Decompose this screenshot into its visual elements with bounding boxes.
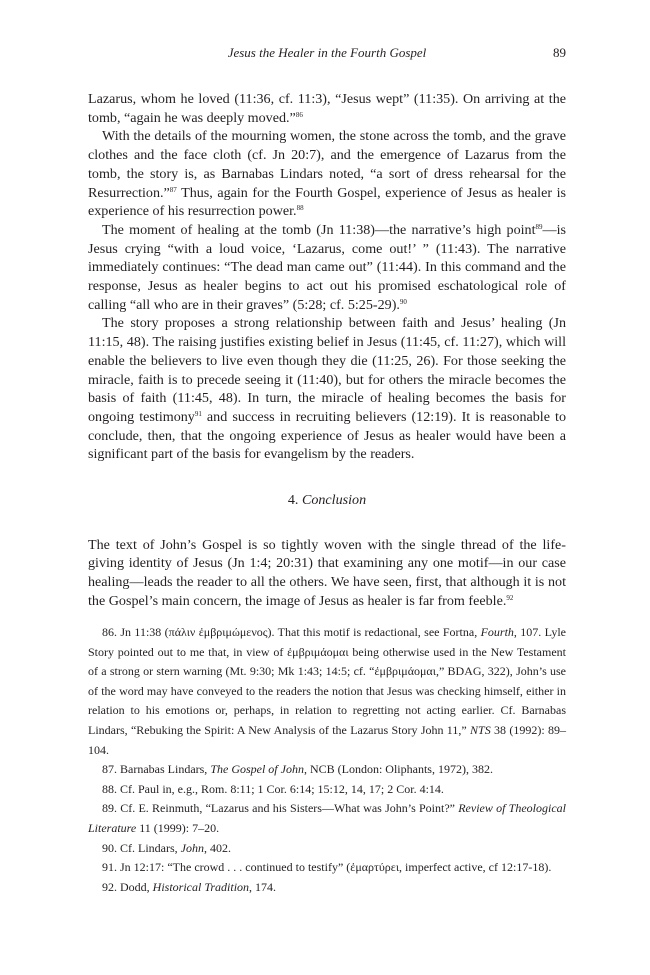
footnote-italic: Review of Theological Literature	[88, 801, 566, 835]
footnotes	[88, 623, 566, 897]
footnote-text: 90. Cf. Lindars,	[102, 840, 181, 855]
paragraph-2	[88, 127, 566, 221]
footnote-89	[88, 799, 566, 838]
section-heading	[88, 491, 566, 510]
footnote-italic: Fourth	[480, 625, 514, 639]
paragraph-4	[88, 314, 566, 464]
paragraph-text: The story proposes a strong relationship between faith and Jesus’ healing (Jn 11:15, 48). The raising justifies existing belief in Jesus (11:45, cf. 11:27), which will enable the believers to live even though they die (11:25, 26). For those seeking the miracle, faith is to precede seeing it (11:40), but for others the miracle becomes the basis of faith (11:45, 48). In turn, the miracle of healing becomes the basis for ongoing testimony	[88, 315, 566, 425]
footnote-text: , 107. Lyle Story pointed out to me that, in view of ἐμβριμάομαι being otherwise used in the New Testament of a strong or stern warning (Mt. 9:30; Mk 1:43; 14:5; cf. “ἐμβριμάομαι,” BDAG, 322), John’s use of the word may have conveyed to the readers the notion that Jesus was checking himself, either in relation to his emotions or, perhaps, in relation to regretting not acting earlier. Cf. Barnabas Lindars, “Rebuking the Spirit: A New Analysis of the Lazarus Story John 11,”	[88, 625, 566, 737]
paragraph-3	[88, 221, 566, 315]
footnote-ref-90[interactable]: 90	[399, 297, 407, 306]
footnote-ref-92[interactable]: 92	[506, 593, 514, 602]
footnote-86	[88, 623, 566, 760]
footnote-italic: The Gospel of John	[210, 762, 304, 777]
footnote-ref-89[interactable]: 89	[535, 222, 543, 231]
footnote-text: 92. Dodd,	[102, 879, 153, 894]
footnote-ref-87[interactable]: 87	[169, 185, 177, 194]
footnote-italic: NTS	[470, 722, 491, 737]
body-text	[88, 90, 566, 611]
footnote-text: , 174.	[249, 879, 277, 894]
footnote-91	[88, 858, 566, 878]
page-number: 89	[553, 45, 566, 60]
section-number: 4.	[287, 492, 299, 509]
footnote-text: , 402.	[203, 840, 231, 855]
footnote-text: 86. Jn 11:38 (πάλιν ἐμβριμώμενος). That this motif is redactional, see Fortna,	[102, 625, 481, 639]
paragraph-5	[88, 536, 566, 611]
footnote-ref-88[interactable]: 88	[296, 204, 304, 213]
footnote-text: 38 (1992): 89–104.	[88, 722, 566, 757]
footnote-text: 87. Barnabas Lindars,	[102, 762, 211, 777]
footnote-ref-86[interactable]: 86	[295, 110, 303, 119]
paragraph-text: The moment of healing at the tomb (Jn 11:38)—the narrative’s high point	[102, 221, 536, 238]
footnote-text: 89. Cf. E. Reinmuth, “Lazarus and his Sisters—What was John’s Point?”	[102, 801, 459, 816]
paragraph-text: —is Jesus crying “with a loud voice, ‘Lazarus, come out!’ ” (11:43). The narrative immediately continues: “The dead man came out” (11:44). In this command and the response, Jesus as healer begins to act out his promised eschatological role of calling “all who are in their graves” (5:28; cf. 5:25-29).	[88, 221, 566, 313]
paragraph-text: Lazarus, whom he loved (11:36, cf. 11:3), “Jesus wept” (11:35). On arriving at the tomb, “again he was deeply moved.”	[88, 91, 566, 126]
footnote-italic: Historical Tradition	[152, 879, 250, 894]
running-head	[88, 44, 566, 62]
footnote-text: , NCB (London: Oliphants, 1972), 382.	[303, 762, 493, 777]
footnote-text: 88. Cf. Paul in, e.g., Rom. 8:11; 1 Cor. 6:14; 15:12, 14, 17; 2 Cor. 4:14.	[102, 781, 444, 796]
running-title: Jesus the Healer in the Fourth Gospel	[227, 45, 427, 60]
footnote-87	[88, 760, 566, 780]
footnote-90	[88, 839, 566, 859]
paragraph-text: With the details of the mourning women, the stone across the tomb, and the grave clothes and the face cloth (cf. Jn 20:7), and the emergence of Lazarus from the tomb, the story is, as Barnabas Lindars noted, “a sort of dress rehearsal for the Resurrection.”	[88, 128, 566, 201]
footnote-ref-91[interactable]: 91	[194, 409, 202, 418]
footnote-italic: John	[180, 840, 204, 855]
paragraph-text: Thus, again for the Fourth Gospel, experience of Jesus as healer is experience of his resurrection power.	[88, 184, 566, 220]
paragraph-text: The text of John’s Gospel is so tightly woven with the single thread of the life-giving identity of Jesus (Jn 1:4; 20:31) that examining any one motif—in our case healing—leads the reader to all the others. We have seen, first, that although it is not the Gospel’s main concern, the image of Jesus as healer is far from feeble.	[88, 536, 566, 609]
footnote-92	[88, 878, 566, 898]
section-title: Conclusion	[301, 492, 367, 509]
footnote-88	[88, 780, 566, 800]
paragraph-1	[88, 90, 566, 127]
footnote-text: 91. Jn 12:17: “The crowd . . . continued to testify” (ἐμαρτύρει, imperfect active, cf 12:17-18).	[102, 860, 552, 875]
footnote-text: 11 (1999): 7–20.	[136, 820, 220, 835]
paragraph-text: and success in recruiting believers (12:19). It is reasonable to conclude, then, that the ongoing experience of Jesus as healer would have been a significant part of the basis for evangelism by the readers.	[88, 408, 566, 463]
